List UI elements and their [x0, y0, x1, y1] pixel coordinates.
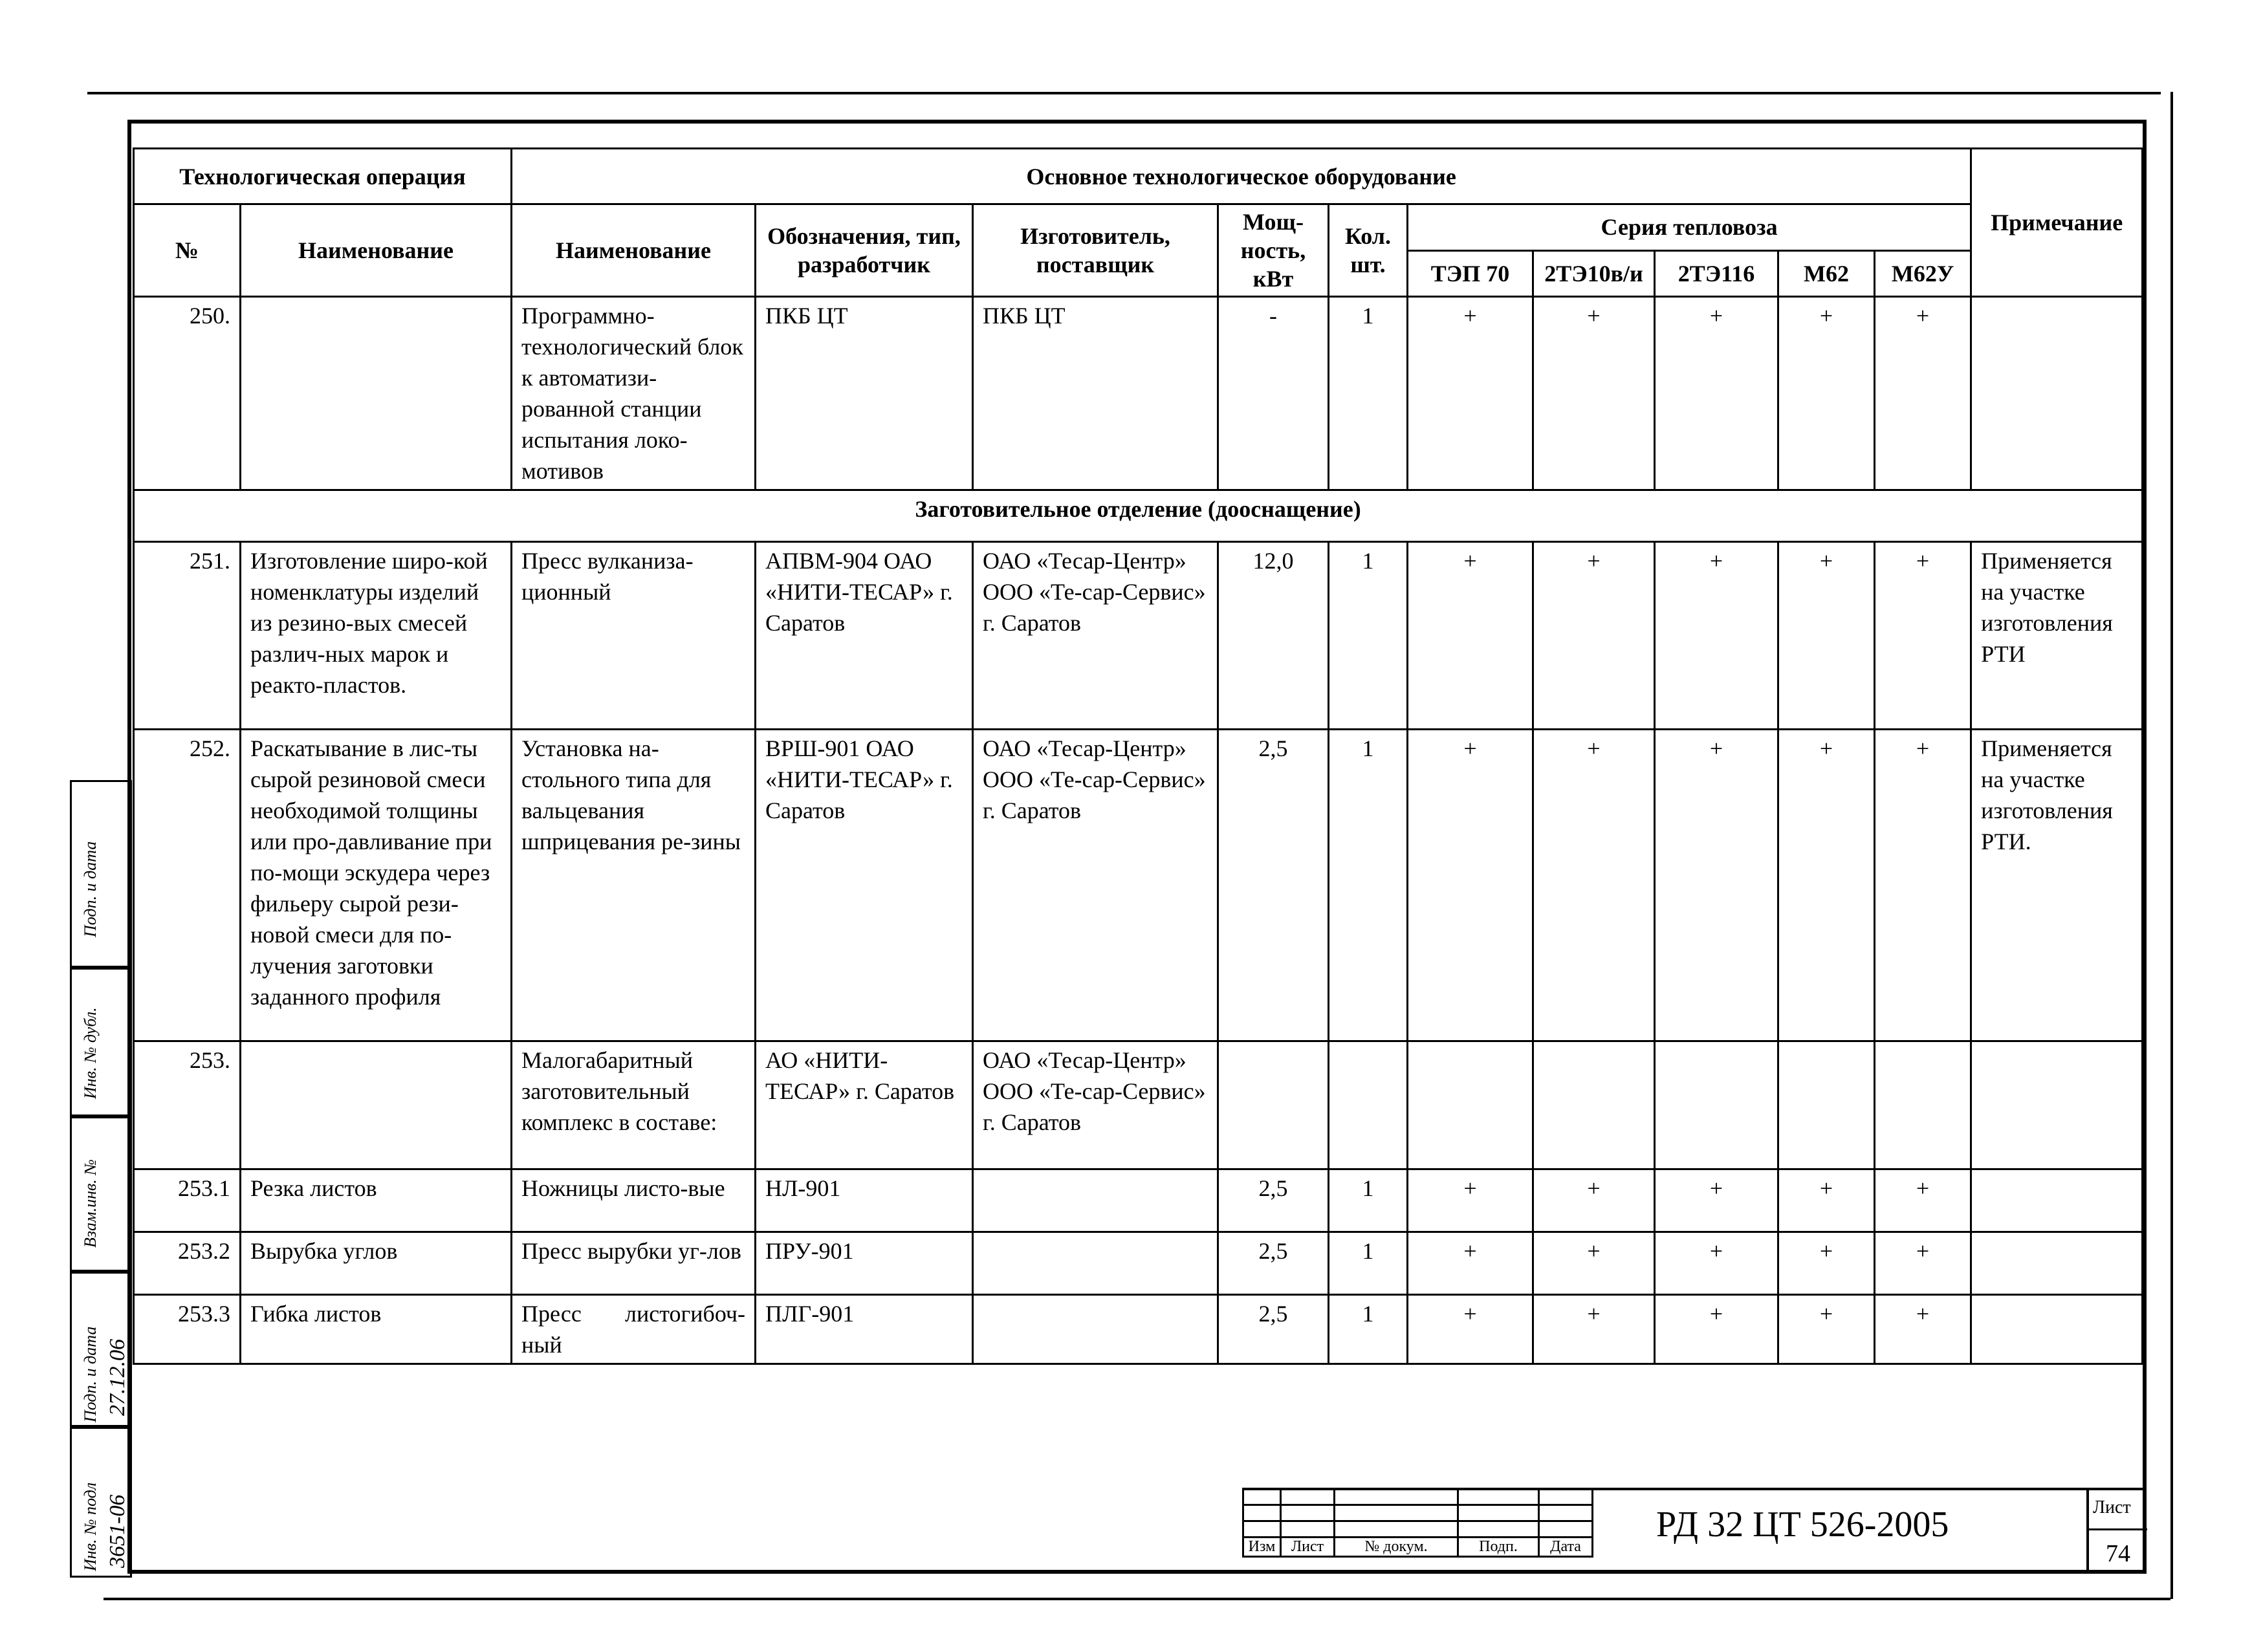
- side-cell: [70, 1116, 132, 1272]
- cell-qty: [1329, 1041, 1408, 1169]
- table-row: [134, 1295, 2143, 1364]
- cell-s4: +: [1778, 1169, 1875, 1232]
- cell-qty: 1: [1329, 1295, 1408, 1364]
- cell-note: [1971, 1232, 2143, 1295]
- cell-man: [973, 1169, 1218, 1232]
- cell-man: ПКБ ЦТ: [973, 297, 1218, 490]
- header-main-equipment: Основное технологическое оборудование: [512, 149, 1971, 204]
- stamp-label: Изм: [1243, 1538, 1281, 1557]
- cell-note: [1971, 297, 2143, 490]
- cell-qty: 1: [1329, 1169, 1408, 1232]
- header-designation: Обозначения, тип, разработчик: [756, 204, 973, 297]
- cell-s4: +: [1778, 297, 1875, 490]
- cell-s4: +: [1778, 1232, 1875, 1295]
- table-row: [134, 1232, 2143, 1295]
- side-label: Взам.инв. №: [81, 1159, 100, 1248]
- stamp-top-rule: [1242, 1488, 2147, 1490]
- cell-s3: +: [1655, 1169, 1778, 1232]
- cell-note: [1971, 1041, 2143, 1169]
- cell-num: 251.: [134, 542, 241, 730]
- table-row: [134, 1041, 2143, 1169]
- stamp-label: № докум.: [1335, 1538, 1458, 1557]
- cell-note: [1971, 1295, 2143, 1364]
- cell-man: ОАО «Тесар-Центр» ООО «Те-сар-Сервис» г. Саратов: [973, 730, 1218, 1041]
- cell-power: 2,5: [1218, 730, 1329, 1041]
- cell-s4: +: [1778, 1295, 1875, 1364]
- cell-s3: +: [1655, 1232, 1778, 1295]
- cell-s1: +: [1408, 1232, 1533, 1295]
- cell-s1: +: [1408, 730, 1533, 1041]
- side-label: Инв. № дубл.: [81, 1007, 100, 1099]
- cell-man: ОАО «Тесар-Центр» ООО «Те-сар-Сервис» г. Саратов: [973, 1041, 1218, 1169]
- cell-qty: 1: [1329, 1232, 1408, 1295]
- cell-power: 2,5: [1218, 1169, 1329, 1232]
- table-row: [134, 297, 2143, 490]
- side-label: Подп. и дата: [81, 841, 100, 937]
- stamp-label: Лист: [1281, 1538, 1335, 1557]
- cell-s2: +: [1533, 1232, 1655, 1295]
- cell-num: 253.3: [134, 1295, 241, 1364]
- cell-power: -: [1218, 297, 1329, 490]
- cell-des: ПКБ ЦТ: [756, 297, 973, 490]
- cell-eq: Ножницы листо-вые: [512, 1169, 756, 1232]
- cell-num: 250.: [134, 297, 241, 490]
- table-row: [134, 730, 2143, 1041]
- cell-s2: +: [1533, 1295, 1655, 1364]
- header-series-col: ТЭП 70: [1408, 250, 1533, 297]
- cell-op: Вырубка углов: [241, 1232, 512, 1295]
- table-row: [134, 542, 2143, 730]
- cell-op: [241, 1041, 512, 1169]
- sheet-label: Лист: [2093, 1497, 2131, 1517]
- cell-num: 252.: [134, 730, 241, 1041]
- header-series-col: 2ТЭ116: [1655, 250, 1778, 297]
- side-strip: [70, 780, 132, 1578]
- equipment-table: [133, 147, 2143, 1365]
- sheet-number: 74: [2089, 1528, 2147, 1568]
- header-series-col: 2ТЭ10в/и: [1533, 250, 1655, 297]
- cell-man: [973, 1295, 1218, 1364]
- cell-des: ВРШ-901 ОАО «НИТИ-ТЕСАР» г. Саратов: [756, 730, 973, 1041]
- document-number: РД 32 ЦТ 526-2005: [1656, 1505, 1949, 1545]
- header-eq-name: Наименование: [512, 204, 756, 297]
- cell-s1: +: [1408, 1169, 1533, 1232]
- cell-num: 253.2: [134, 1232, 241, 1295]
- header-note: Примечание: [1971, 149, 2143, 297]
- cell-s3: +: [1655, 542, 1778, 730]
- cell-note: [1971, 1169, 2143, 1232]
- header-series: Серия тепловоза: [1408, 204, 1971, 251]
- cell-des: НЛ-901: [756, 1169, 973, 1232]
- cell-s2: [1533, 1041, 1655, 1169]
- handwritten-date: 27.12.06: [105, 1339, 129, 1416]
- cell-op: [241, 297, 512, 490]
- bottom-rule: [104, 1598, 2170, 1600]
- section-title: Заготовительное отделение (дооснащение): [134, 490, 2143, 542]
- revision-grid: [1242, 1488, 1593, 1558]
- cell-s5: +: [1875, 730, 1971, 1041]
- cell-power: [1218, 1041, 1329, 1169]
- side-cell: [70, 1272, 132, 1427]
- cell-qty: 1: [1329, 730, 1408, 1041]
- cell-s1: +: [1408, 1295, 1533, 1364]
- cell-op: Раскатывание в лис-ты сырой резиновой смеси необходимой толщины или про-давливание при по-мощи эскудера через фильеру сырой рези-новой смеси для по-лучения заготовки заданного профиля: [241, 730, 512, 1041]
- cell-s3: +: [1655, 1295, 1778, 1364]
- cell-s5: +: [1875, 1295, 1971, 1364]
- cell-s3: +: [1655, 297, 1778, 490]
- cell-s3: [1655, 1041, 1778, 1169]
- cell-s1: [1408, 1041, 1533, 1169]
- cell-man: [973, 1232, 1218, 1295]
- cell-op: Гибка листов: [241, 1295, 512, 1364]
- cell-s2: +: [1533, 730, 1655, 1041]
- side-label: Подп. и дата: [81, 1326, 100, 1422]
- cell-s4: +: [1778, 730, 1875, 1041]
- top-rule: [87, 92, 2161, 94]
- cell-power: 2,5: [1218, 1295, 1329, 1364]
- cell-num: 253.: [134, 1041, 241, 1169]
- header-series-col: М62У: [1875, 250, 1971, 297]
- header-tech-operation: Технологическая операция: [134, 149, 512, 204]
- cell-s2: +: [1533, 1169, 1655, 1232]
- sheet-box: [2086, 1490, 2147, 1572]
- cell-s1: +: [1408, 542, 1533, 730]
- side-cell: [70, 1427, 132, 1578]
- cell-s5: +: [1875, 1232, 1971, 1295]
- cell-power: 12,0: [1218, 542, 1329, 730]
- cell-op: Изготовление широ-кой номенклатуры изделий из резино-вых смесей различ-ных марок и реакто-пластов.: [241, 542, 512, 730]
- right-edge-rule: [2170, 92, 2173, 1599]
- cell-eq: Пресс листогибоч-ный: [512, 1295, 756, 1364]
- header-series-col: М62: [1778, 250, 1875, 297]
- cell-eq: Малогабаритный заготовительный комплекс в составе:: [512, 1041, 756, 1169]
- handwritten-number: 3651-06: [105, 1494, 129, 1568]
- cell-op: Резка листов: [241, 1169, 512, 1232]
- cell-power: 2,5: [1218, 1232, 1329, 1295]
- cell-eq: Программно-технологический блок к автоматизи-рованной станции испытания локо-мотивов: [512, 297, 756, 490]
- cell-s2: +: [1533, 297, 1655, 490]
- cell-s5: [1875, 1041, 1971, 1169]
- header-power: Мощ-ность, кВт: [1218, 204, 1329, 297]
- cell-des: ПРУ-901: [756, 1232, 973, 1295]
- cell-s4: [1778, 1041, 1875, 1169]
- cell-qty: 1: [1329, 297, 1408, 490]
- cell-s2: +: [1533, 542, 1655, 730]
- cell-s1: +: [1408, 297, 1533, 490]
- cell-des: АПВМ-904 ОАО «НИТИ-ТЕСАР» г. Саратов: [756, 542, 973, 730]
- cell-s5: +: [1875, 1169, 1971, 1232]
- side-cell: [70, 780, 132, 968]
- header-qty: Кол. шт.: [1329, 204, 1408, 297]
- stamp-label: Дата: [1539, 1538, 1593, 1557]
- header-op-name: Наименование: [241, 204, 512, 297]
- cell-des: АО «НИТИ-ТЕСАР» г. Саратов: [756, 1041, 973, 1169]
- cell-note: Применяется на участке изготовления РТИ.: [1971, 730, 2143, 1041]
- cell-s5: +: [1875, 297, 1971, 490]
- cell-qty: 1: [1329, 542, 1408, 730]
- cell-s3: +: [1655, 730, 1778, 1041]
- cell-s5: +: [1875, 542, 1971, 730]
- header-num: №: [134, 204, 241, 297]
- cell-eq: Пресс вулканиза-ционный: [512, 542, 756, 730]
- cell-des: ПЛГ-901: [756, 1295, 973, 1364]
- side-cell: [70, 968, 132, 1116]
- cell-man: ОАО «Тесар-Центр» ООО «Те-сар-Сервис» г. Саратов: [973, 542, 1218, 730]
- cell-s4: +: [1778, 542, 1875, 730]
- cell-note: Применяется на участке изготовления РТИ: [1971, 542, 2143, 730]
- cell-num: 253.1: [134, 1169, 241, 1232]
- header-manufacturer: Изготовитель, поставщик: [973, 204, 1218, 297]
- table-row: [134, 1169, 2143, 1232]
- stamp-label: Подп.: [1458, 1538, 1539, 1557]
- side-label: Инв. № подл: [81, 1482, 100, 1571]
- cell-eq: Установка на-стольного типа для вальцевания шприцевания ре-зины: [512, 730, 756, 1041]
- cell-eq: Пресс вырубки уг-лов: [512, 1232, 756, 1295]
